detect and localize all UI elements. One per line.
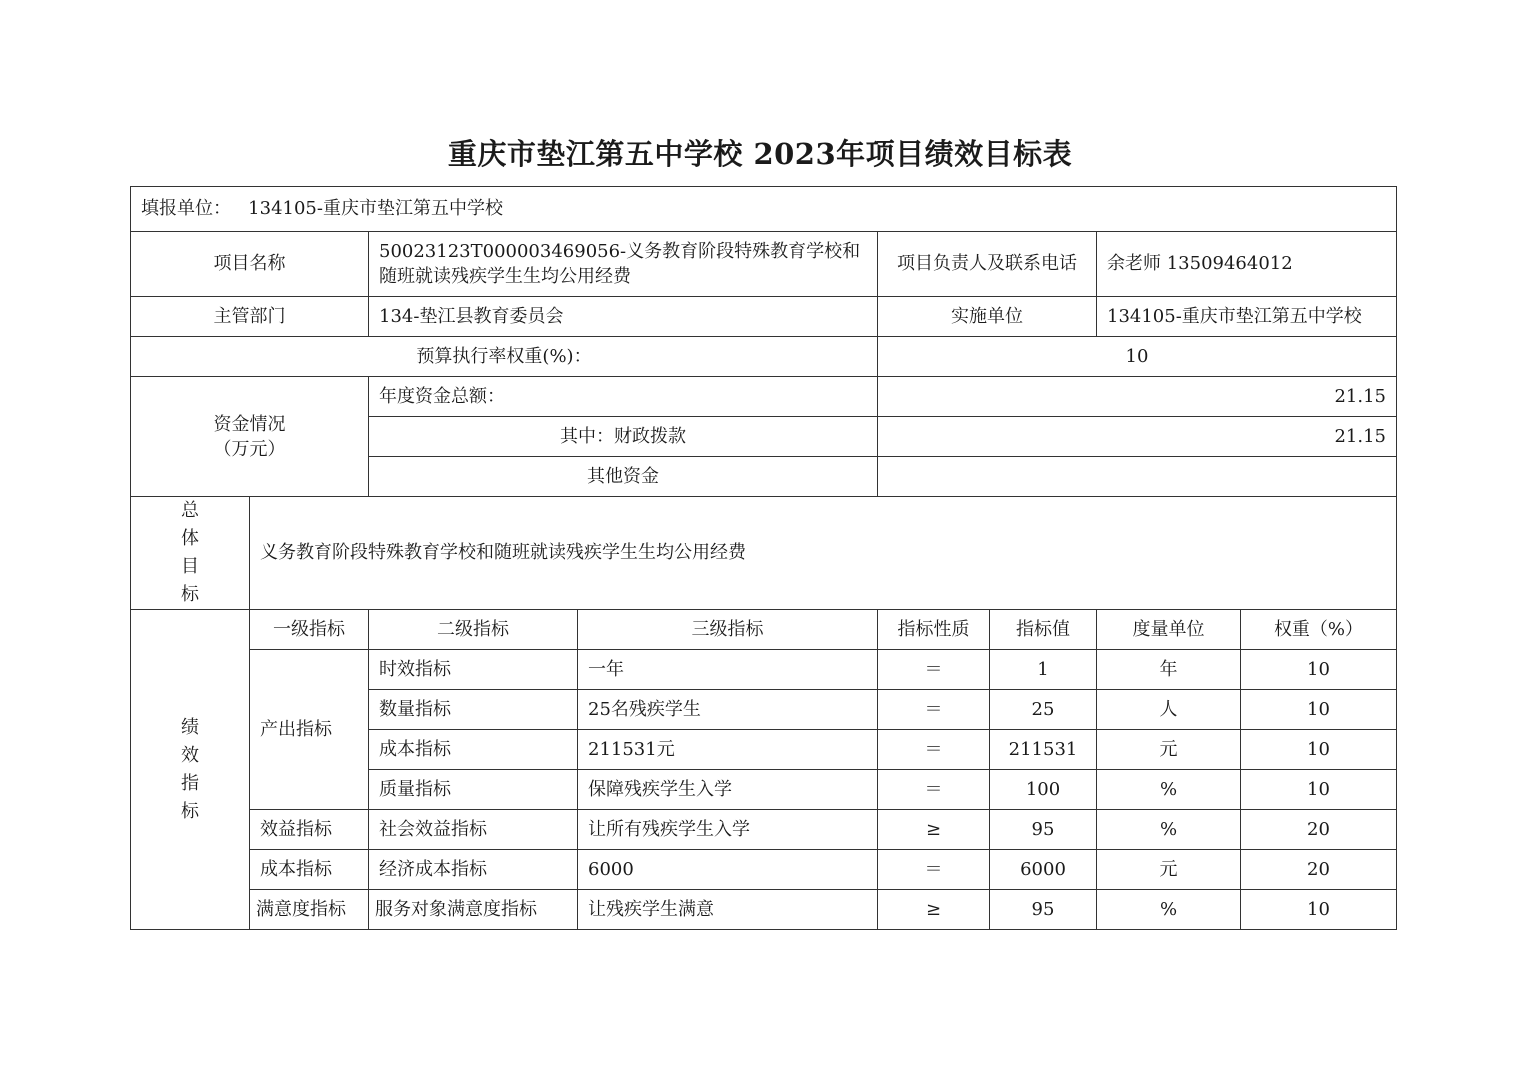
col-header-nature: 指标性质 [878, 610, 990, 650]
unit-cell: 人 [1097, 690, 1241, 730]
impl-label: 实施单位 [878, 297, 1097, 337]
col-header-level2: 二级指标 [369, 610, 578, 650]
funds-label-line1: 资金情况 [213, 413, 286, 435]
funds-other-value [878, 457, 1397, 497]
indicator-label-char: 效 [181, 744, 199, 766]
funds-other-label: 其他资金 [369, 457, 878, 497]
nature-cell: ＝ [878, 730, 990, 770]
level3-cell: 25名残疾学生 [578, 690, 878, 730]
filing-unit-cell [131, 187, 1397, 232]
level2-cell: 数量指标 [369, 690, 578, 730]
value-cell: 211531 [990, 730, 1097, 770]
owner-label: 项目负责人及联系电话 [878, 232, 1097, 297]
performance-target-table [130, 186, 1397, 930]
unit-cell: % [1097, 770, 1241, 810]
project-name-value: 50023123T000003469056-义务教育阶段特殊教育学校和随班就读残疾学生生均公用经费 [369, 232, 878, 297]
unit-cell: 元 [1097, 850, 1241, 890]
level3-cell: 一年 [578, 650, 878, 690]
level3-cell: 6000 [578, 850, 878, 890]
level1-output: 产出指标 [250, 650, 369, 810]
funds-total-value: 21.15 [878, 377, 1397, 417]
value-cell: 1 [990, 650, 1097, 690]
weight-cell: 10 [1241, 890, 1397, 930]
level2-cell: 成本指标 [369, 730, 578, 770]
col-header-weight: 权重（%） [1241, 610, 1397, 650]
funds-label-line2: （万元） [213, 438, 286, 460]
level3-cell: 保障残疾学生入学 [578, 770, 878, 810]
funds-total-row [131, 377, 1397, 417]
goal-label-char: 体 [181, 528, 199, 549]
goal-text: 义务教育阶段特殊教育学校和随班就读残疾学生生均公用经费 [250, 497, 1397, 610]
weight-cell: 10 [1241, 730, 1397, 770]
goal-label-char: 目 [181, 556, 199, 577]
level2-cell: 时效指标 [369, 650, 578, 690]
value-cell: 95 [990, 890, 1097, 930]
level1-satisfaction: 满意度指标 [250, 890, 369, 930]
table-row [131, 810, 1397, 850]
indicator-header-row [131, 610, 1397, 650]
filing-unit-label: 填报单位： [141, 198, 231, 219]
weight-cell: 20 [1241, 850, 1397, 890]
nature-cell: ＝ [878, 690, 990, 730]
level2-cell: 服务对象满意度指标 [369, 890, 578, 930]
indicator-label-char: 指 [181, 772, 199, 794]
goal-row [131, 497, 1397, 610]
indicator-label [131, 610, 250, 930]
budget-weight-row [131, 337, 1397, 377]
value-cell: 95 [990, 810, 1097, 850]
weight-cell: 20 [1241, 810, 1397, 850]
level2-cell: 质量指标 [369, 770, 578, 810]
owner-value: 余老师 13509464012 [1097, 232, 1397, 297]
col-header-value: 指标值 [990, 610, 1097, 650]
level3-cell: 211531元 [578, 730, 878, 770]
funds-fiscal-value: 21.15 [878, 417, 1397, 457]
goal-label-char: 总 [181, 500, 199, 521]
level1-cost: 成本指标 [250, 850, 369, 890]
impl-value: 134105-重庆市垫江第五中学校 [1097, 297, 1397, 337]
funds-total-label: 年度资金总额： [369, 377, 878, 417]
page-title: 重庆市垫江第五中学校 2023年项目绩效目标表 [447, 137, 1073, 171]
weight-cell: 10 [1241, 690, 1397, 730]
table-row [131, 890, 1397, 930]
budget-weight-value: 10 [878, 337, 1397, 377]
nature-cell: ＝ [878, 770, 990, 810]
funds-fiscal-label: 其中：财政拨款 [369, 417, 878, 457]
indicator-label-char: 绩 [181, 716, 199, 738]
nature-cell: ≥ [878, 890, 990, 930]
col-header-level3: 三级指标 [578, 610, 878, 650]
filing-unit-row [131, 187, 1397, 232]
level3-cell: 让所有残疾学生入学 [578, 810, 878, 850]
unit-cell: 元 [1097, 730, 1241, 770]
filing-unit-value: 134105-重庆市垫江第五中学校 [248, 198, 503, 219]
goal-label-char: 标 [181, 584, 199, 605]
col-header-unit: 度量单位 [1097, 610, 1241, 650]
dept-value: 134-垫江县教育委员会 [369, 297, 878, 337]
col-header-level1: 一级指标 [250, 610, 369, 650]
weight-cell: 10 [1241, 650, 1397, 690]
table-row [131, 850, 1397, 890]
goal-label [131, 497, 250, 610]
project-name-row [131, 232, 1397, 297]
value-cell: 100 [990, 770, 1097, 810]
level2-cell: 经济成本指标 [369, 850, 578, 890]
unit-cell: % [1097, 810, 1241, 850]
level3-cell: 让残疾学生满意 [578, 890, 878, 930]
project-name-label: 项目名称 [131, 232, 369, 297]
dept-row [131, 297, 1397, 337]
level2-cell: 社会效益指标 [369, 810, 578, 850]
weight-cell: 10 [1241, 770, 1397, 810]
unit-cell: 年 [1097, 650, 1241, 690]
funds-label [131, 377, 369, 497]
nature-cell: ≥ [878, 810, 990, 850]
nature-cell: ＝ [878, 850, 990, 890]
dept-label: 主管部门 [131, 297, 369, 337]
level1-benefit: 效益指标 [250, 810, 369, 850]
nature-cell: ＝ [878, 650, 990, 690]
indicator-label-char: 标 [181, 800, 199, 822]
table-row [131, 650, 1397, 690]
budget-weight-label: 预算执行率权重(%)： [131, 337, 878, 377]
value-cell: 6000 [990, 850, 1097, 890]
unit-cell: % [1097, 890, 1241, 930]
value-cell: 25 [990, 690, 1097, 730]
